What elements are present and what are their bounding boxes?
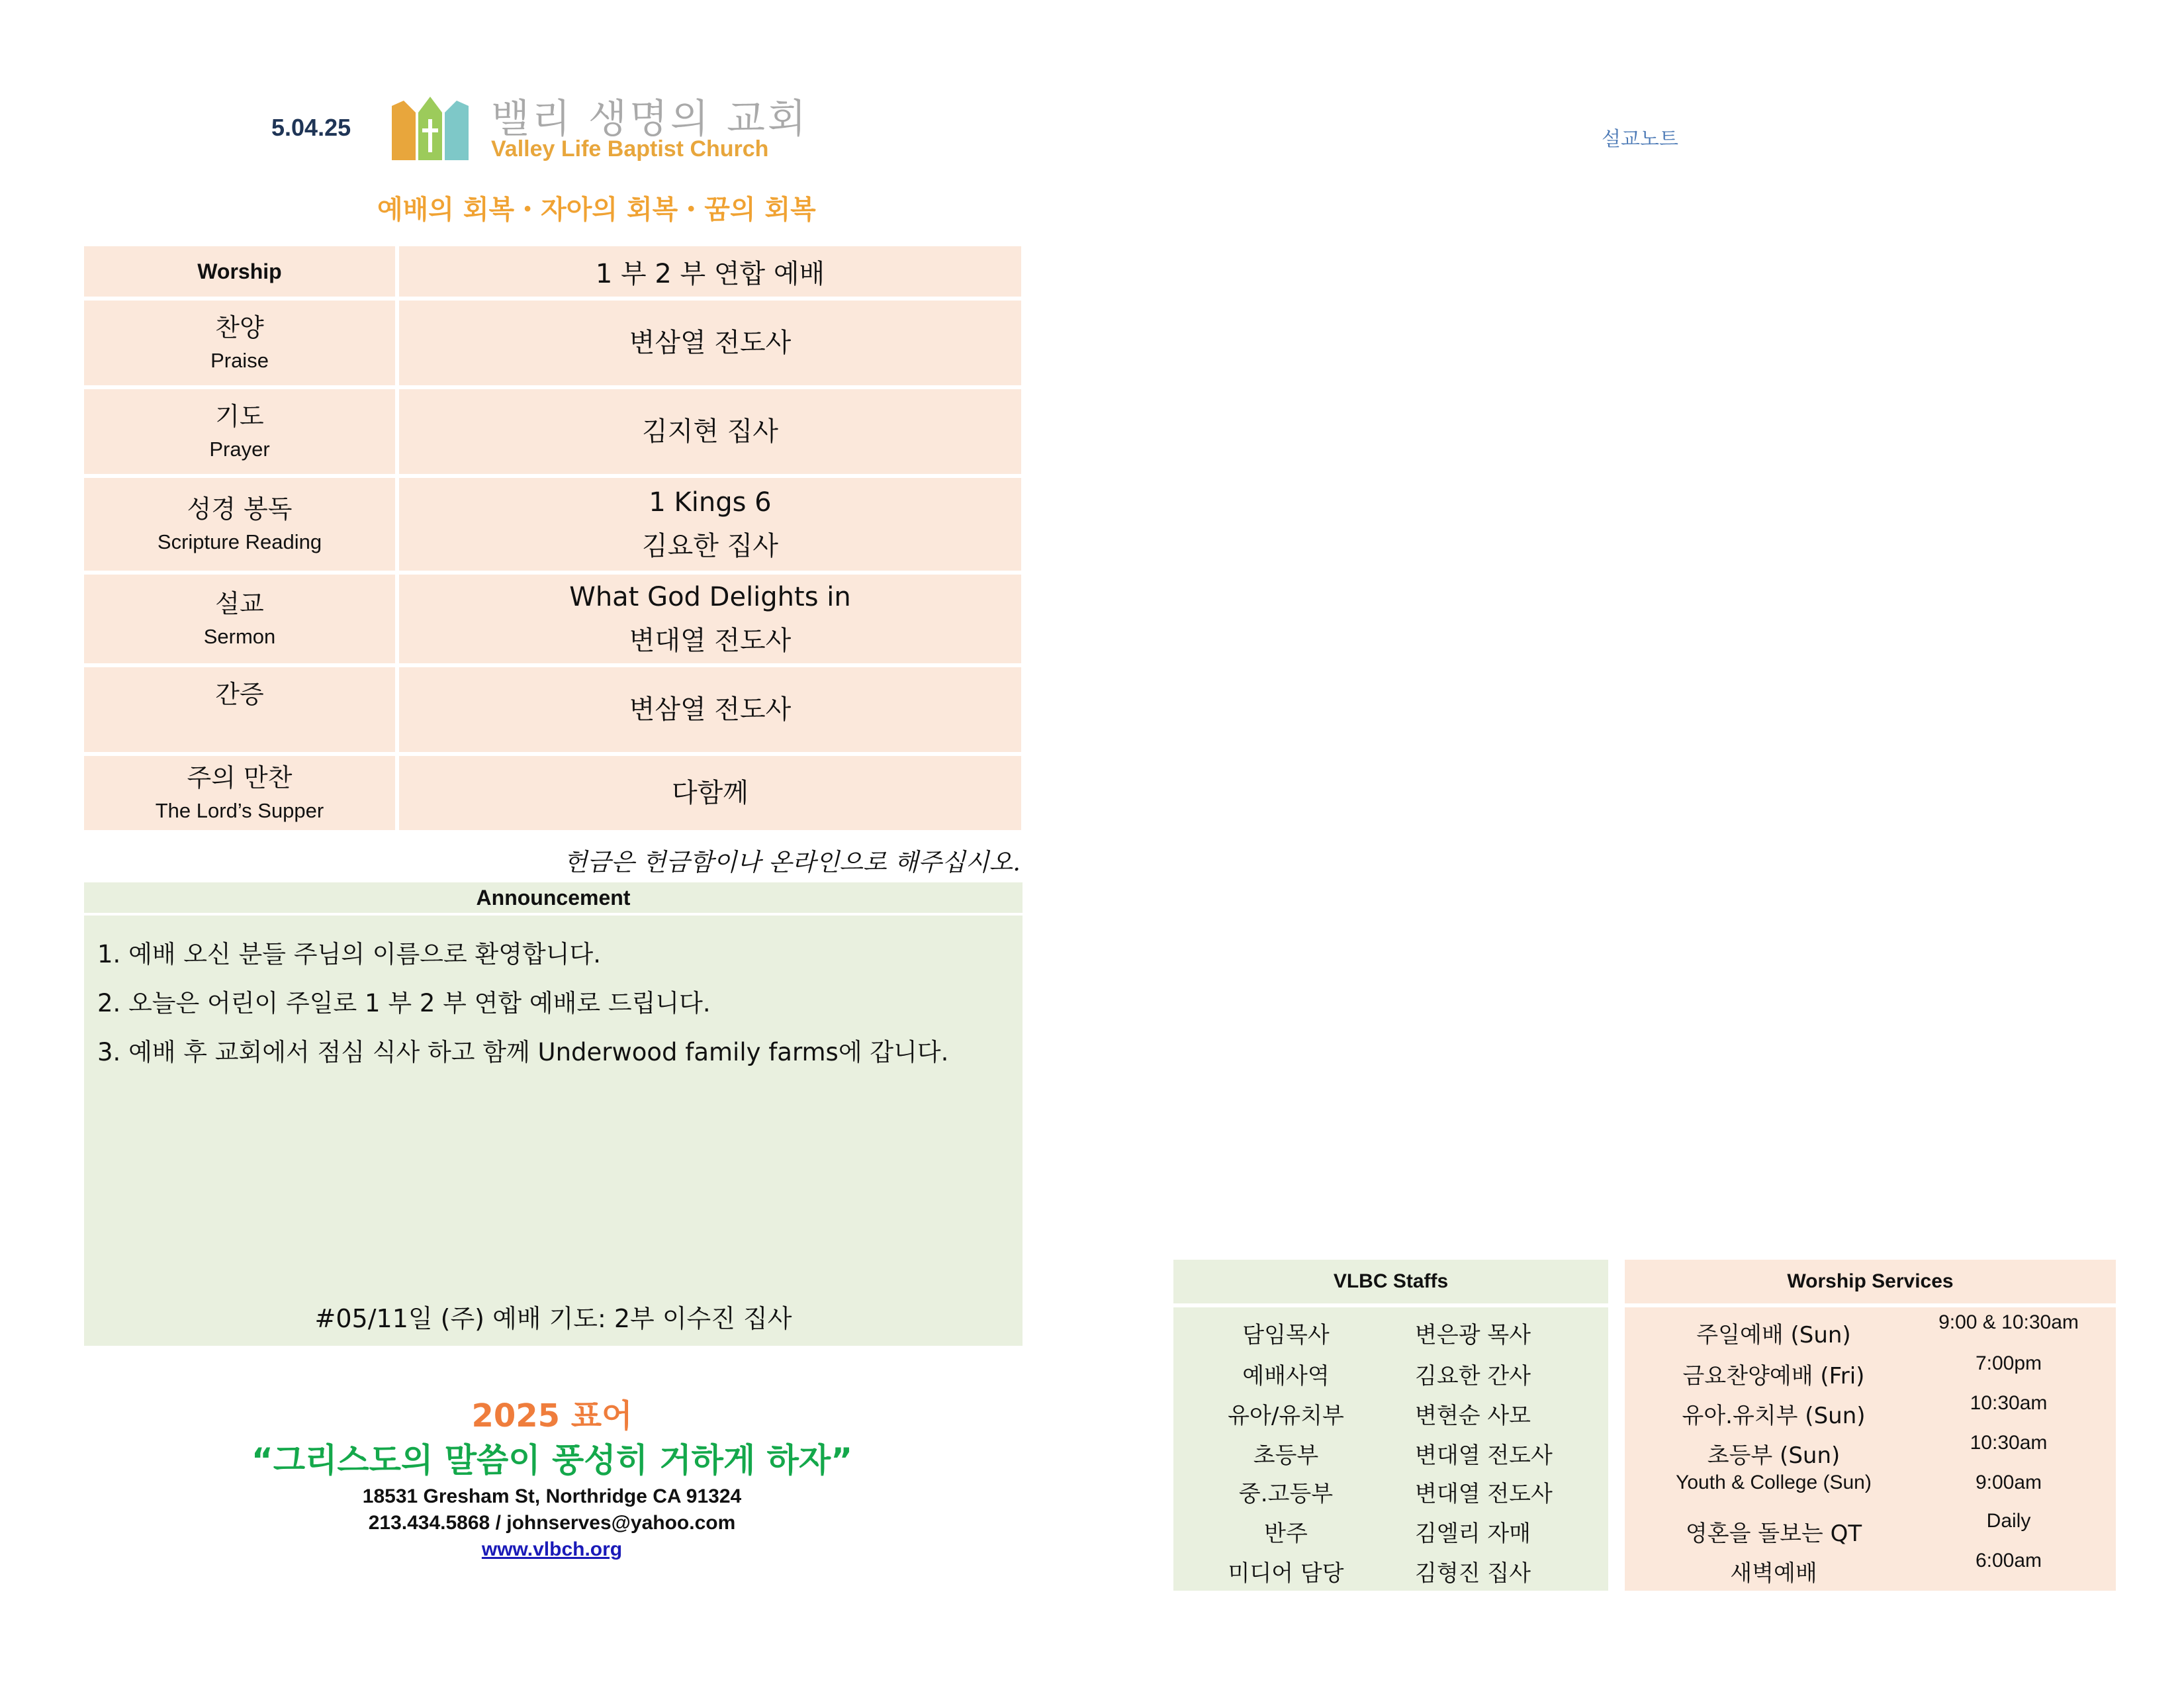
worship-services-list [1625,1307,2116,1591]
church-logo-icon [390,94,470,160]
scripture-reader: 김요한 집사 [642,531,778,561]
service-row [1625,1392,2116,1430]
staff-role: 예배사역 [1242,1363,1330,1389]
service-time: 7:00pm [1975,1352,2042,1374]
worship-label-cell [84,575,395,663]
service-name: 새벽예배 [1730,1560,1817,1587]
service-time: 10:30am [1970,1392,2048,1414]
worship-value-cell [399,667,1021,752]
sermon-preacher: 변대열 전도사 [629,626,792,656]
service-name: 주일예배 (Sun) [1696,1322,1851,1348]
worship-row-testimony [84,667,1021,752]
staff-row [1173,1476,1608,1509]
worship-value-cell [399,389,1021,474]
service-row [1625,1550,2116,1588]
worship-services-box [1625,1260,2116,1591]
worship-label-korean: 간증 [215,680,264,709]
worship-value-cell [399,478,1021,571]
worship-label-cell [84,389,395,474]
service-row [1625,1311,2116,1350]
worship-header-label: Worship [197,259,282,283]
announcement-body [84,915,1023,1346]
worship-label-english: Sermon [203,625,276,648]
service-row [1625,1352,2116,1391]
church-phone-email: 213.434.5868 / johnserves@yahoo.com [368,1512,736,1534]
service-time: 9:00am [1975,1472,2042,1493]
staff-role: 담임목사 [1242,1322,1330,1348]
service-row [1625,1432,2116,1470]
service-name: Youth & College (Sun) [1676,1472,1872,1493]
worship-label-korean: 성경 봉독 [187,494,293,524]
staff-row [1173,1358,1608,1391]
year-motto-verse: “그리스도의 말씀이 풍성히 거하게 하자” [251,1441,853,1479]
service-time: Daily [1986,1510,2031,1532]
year-motto-title: 2025 표어 [471,1397,633,1434]
worship-header-row [84,246,1021,297]
worship-label-english: Scripture Reading [157,530,322,553]
church-website-link[interactable]: www.vlbch.org [481,1538,623,1560]
service-name: 유아.유치부 (Sun) [1682,1403,1866,1429]
staff-row [1173,1397,1608,1430]
worship-order-table [84,246,1021,834]
staff-role: 반주 [1264,1521,1308,1547]
staff-role: 미디어 담당 [1228,1560,1344,1587]
sermon-title: What God Delights in [569,582,851,612]
staff-row [1173,1437,1608,1470]
worship-value: 다함께 [672,778,749,808]
worship-label-cell [84,756,395,830]
staff-name: 변대열 전도사 [1415,1481,1553,1507]
staff-list [1173,1307,1608,1591]
staff-row [1173,1515,1608,1548]
staff-role: 유아/유치부 [1228,1403,1344,1429]
service-time: 6:00am [1975,1550,2042,1571]
staff-name: 김요한 간사 [1415,1363,1531,1389]
worship-value-cell [399,756,1021,830]
worship-header-value-cell [399,246,1021,297]
worship-value: 김지현 집사 [642,416,778,447]
offering-note: 헌금은 헌금함이나 온라인으로 해주십시오. [563,848,1021,876]
staff-name: 변현순 사모 [1415,1403,1531,1429]
staff-role: 중.고등부 [1238,1481,1334,1507]
worship-label-cell [84,478,395,571]
scripture-reference: 1 Kings 6 [649,487,772,518]
worship-label-english: The Lord’s Supper [155,799,324,822]
church-motto: 예배의 회복・자아의 회복・꿈의 회복 [377,195,816,225]
worship-label-korean: 찬양 [215,313,264,342]
church-name-korean: 밸리 생명의 교회 [491,96,809,142]
staff-box-title: VLBC Staffs [1173,1260,1608,1303]
worship-value-cell [399,575,1021,663]
worship-header-value: 1 부 2 부 연합 예배 [595,258,825,289]
staff-name: 김엘리 자매 [1415,1521,1531,1547]
worship-label-english: Prayer [209,438,270,461]
bulletin-date: 5.04.25 [271,114,351,141]
worship-row-lords-supper [84,756,1021,830]
worship-row-praise [84,301,1021,385]
worship-row-scripture [84,478,1021,571]
announcement-box [84,882,1023,1346]
worship-row-sermon [84,575,1021,663]
church-address: 18531 Gresham St, Northridge CA 91324 [362,1485,742,1507]
worship-label-korean: 설교 [215,589,264,618]
announcement-title: Announcement [84,882,1023,913]
staff-name: 변은광 목사 [1415,1322,1531,1348]
worship-label-cell [84,667,395,752]
service-row [1625,1510,2116,1548]
worship-value: 변삼열 전도사 [629,328,792,358]
staff-row [1173,1317,1608,1350]
worship-row-prayer [84,389,1021,474]
worship-label-english: Praise [210,349,269,372]
service-time: 9:00 & 10:30am [1938,1311,2079,1333]
staff-name: 변대열 전도사 [1415,1442,1553,1469]
worship-value-cell [399,301,1021,385]
service-name: 금요찬양예배 (Fri) [1682,1363,1865,1389]
website-row [0,1538,1104,1561]
staff-role: 초등부 [1253,1442,1319,1469]
announcement-item: 3. 예배 후 교회에서 점심 식사 하고 함께 Underwood family farms에 갑니다. [97,1038,949,1066]
staff-name: 김형진 집사 [1415,1560,1531,1587]
worship-label-korean: 주의 만찬 [187,763,293,792]
service-row [1625,1472,2116,1505]
service-name: 영혼을 돌보는 QT [1685,1521,1862,1547]
worship-value: 변삼열 전도사 [629,694,792,725]
staff-row [1173,1555,1608,1588]
worship-header-label-cell [84,246,395,297]
service-name: 초등부 (Sun) [1707,1442,1841,1469]
next-week-prayer-note: #05/11일 (주) 예배 기도: 2부 이수진 집사 [314,1304,792,1333]
announcement-item: 2. 오늘은 어린이 주일로 1 부 2 부 연합 예배로 드립니다. [97,989,711,1017]
worship-label-cell [84,301,395,385]
worship-label-korean: 기도 [215,402,264,431]
service-time: 10:30am [1970,1432,2048,1454]
worship-services-title: Worship Services [1625,1260,2116,1303]
staff-box [1173,1260,1608,1591]
sermon-note-link[interactable]: 설교노트 [1602,128,1678,151]
church-name-english: Valley Life Baptist Church [491,136,769,162]
announcement-item: 1. 예배 오신 분들 주님의 이름으로 환영합니다. [97,940,601,968]
